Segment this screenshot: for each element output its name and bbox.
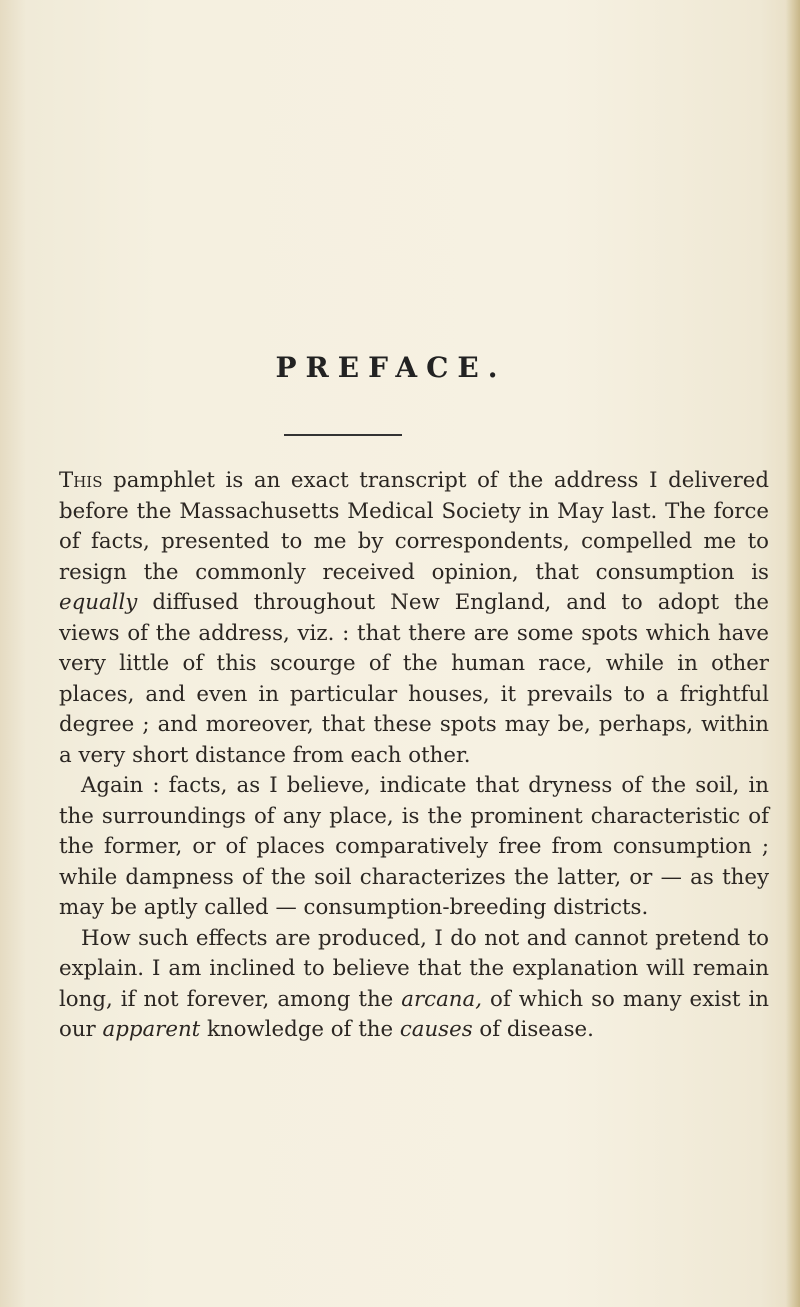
text-segment: of disease. — [472, 1017, 594, 1042]
italic-segment: apparent — [102, 1017, 201, 1042]
paragraph-lead-word: This — [59, 468, 103, 493]
text-segment: Again : facts, as I believe, indicate that dryness of the soil, in the surroundings of any place, is the prominent characteristic of the former, or of places comparatively free from consumption ; while dampness of the soil characterizes the latter, or — as they may be aptly called — consumption-breeding districts. — [59, 773, 769, 920]
preface-body — [59, 466, 769, 1046]
italic-segment: equally — [59, 590, 138, 615]
page-title: PREFACE. — [275, 351, 507, 384]
italic-segment: arcana, — [401, 986, 482, 1012]
text-segment: diffused throughout New England, and to adopt the views of the address, viz. : that there are some spots which have very little of this scourge of the human race, while in other places, and even in particular houses, it prevails to a frightful degree ; and moreover, that these spots may be, perhaps, within a very short distance from each other. — [59, 590, 769, 768]
paragraph-1 — [59, 466, 769, 771]
text-segment: pamphlet is an exact transcript of the address I delivered before the Massachusetts Medical Society in May last. The force of facts, presented to me by correspondents, compelled me to resign the commonly received opinion, that consumption is — [59, 468, 769, 585]
paragraph-2 — [59, 771, 769, 924]
text-segment: How such effects are produced, I do not and cannot pretend to explain. I am inclined to believe that the explanation will remain long, if not forever, among the — [59, 925, 769, 1012]
page-left-shading — [0, 0, 26, 1307]
italic-segment: causes — [399, 1017, 473, 1042]
title-rule — [284, 434, 402, 436]
page-edge — [786, 0, 800, 1307]
text-segment: knowledge of the — [200, 1017, 400, 1042]
paragraph-3 — [59, 924, 769, 1046]
text-segment: of which so many exist in our — [59, 986, 769, 1042]
